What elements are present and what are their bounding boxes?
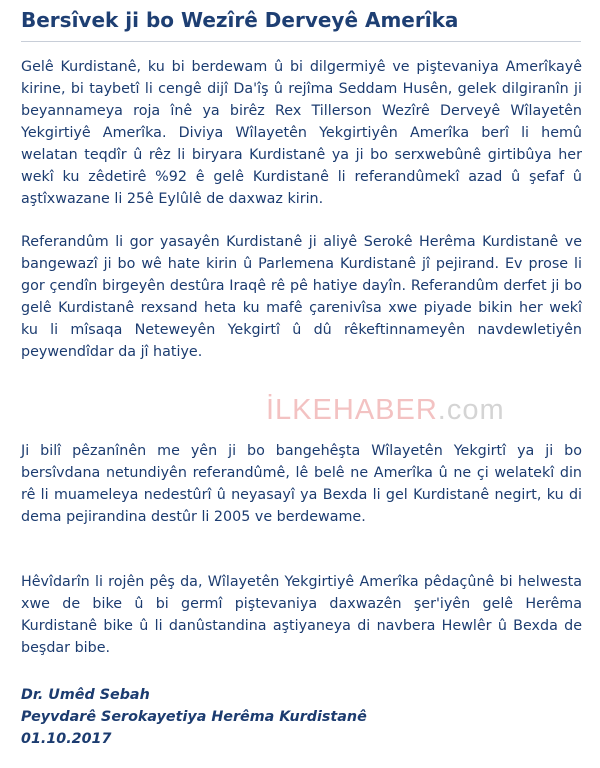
watermark-brand: İLKEHABER bbox=[266, 394, 438, 426]
title-divider bbox=[21, 41, 581, 42]
signature-date: 01.10.2017 bbox=[21, 731, 112, 747]
article-title: Bersîvek ji bo Wezîrê Derveyê Amerîka bbox=[21, 8, 459, 32]
signature-position: Peyvdarê Serokayetiya Herêma Kurdistanê bbox=[21, 709, 367, 725]
article-paragraph-1: Gelê Kurdistanê, ku bi berdewam û bi dilgermiyê ve piştevaniya Amerîkayê kirine, bi taybetî li cengê dijî Da'îş û rejîma Seddam Husên, gelek dilgiranîn ji beyannameya roja înê ya birêz Rex Tillerson Wezîrê Derveyê Wîlayetên Yekgirtiyê Amerîka. Diviya Wîlayetên Yekgirtiyên Amerîka berî li hemû welatan teqdîr û rêz li biryara Kurdistanê ya ji bo serxwebûnê girtibûya her wekî ku zêdetirê %92 ê gelê Kurdistanê li referandûmekî azad û şefaf û aştîxwazane li 25ê Eylûlê de daxwaz kirin. bbox=[21, 59, 582, 207]
article-paragraph-4: Hêvîdarîn li rojên pêş da, Wîlayetên Yekgirtiyê Amerîka pêdaçûnê bi helwesta xwe de bike û bi germî piştevaniya daxwazên şer'iyên gelê Herêma Kurdistanê bike û li danûstandina aştiyaneya di navbera Hewlêr û Bexda de beşdar bibe. bbox=[21, 574, 582, 656]
site-watermark bbox=[266, 394, 505, 427]
article-paragraph-2: Referandûm li gor yasayên Kurdistanê ji aliyê Serokê Herêma Kurdistanê ve bangewazî ji bo wê hate kirin û Parlemena Kurdistanê jî pejirand. Ev prose li gor çendîn birgeyên destûra Iraqê rê pê hatiye dayîn. Referandûm derfet ji bo gelê Kurdistanê rexsand heta ku mafê çarenivîsa xwe piyade bikin her wekî ku li mîsaqa Neteweyên Yekgirtî û dû rêkeftinnameyên navdewletiyên peywendîdar da jî hatiye. bbox=[21, 234, 582, 360]
signature-block bbox=[21, 684, 367, 750]
signature-name: Dr. Umêd Sebah bbox=[21, 687, 150, 703]
watermark-tld: .com bbox=[437, 394, 505, 426]
article-paragraph-3: Ji bilî pêzanînên me yên ji bo bangehêşta Wîlayetên Yekgirtî ya ji bo bersîvdana netundiyên referandûmê, lê belê ne Amerîka û ne çi welatekî din rê li muameleya nedestûrî û neyasayî ya Bexda li gel Kurdistanê negirt, ku di dema pejirandina destûr li 2005 ve berdewame. bbox=[21, 443, 582, 525]
